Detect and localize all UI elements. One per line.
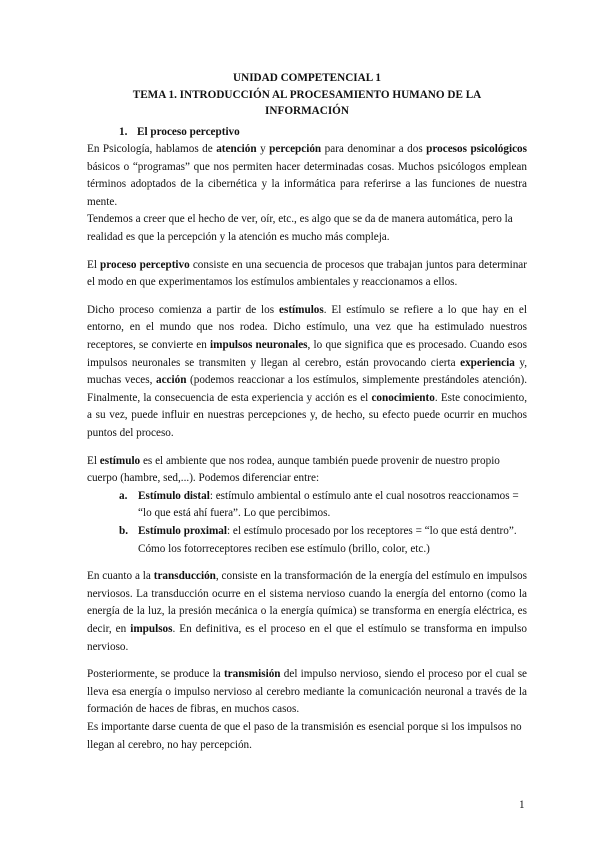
page-number: 1: [519, 799, 525, 811]
paragraph-stimulus-definition: [87, 453, 527, 488]
paragraph-conclusion: Es importante darse cuenta de que el paso de la transmisión es esencial porque si los impulsos no llegan al cerebro, no hay percepción.: [87, 720, 522, 751]
page-content: [87, 70, 527, 754]
text-run: básicos o “programas” que nos permiten hacer determinadas cosas. Muchos psicólogos emplean términos adoptados de la cibernética y la informática para referirse a las funciones de nuestra mente.: [87, 160, 527, 208]
text-run: para denominar a dos: [321, 143, 427, 156]
unit-title: UNIDAD COMPETENCIAL 1: [233, 72, 381, 84]
text-run: En cuanto a la: [87, 570, 154, 583]
list-marker: b.: [119, 524, 129, 537]
bold-term: estímulo: [99, 454, 141, 467]
bold-term: transmisión: [223, 668, 281, 681]
text-run: (podemos reaccionar a los estímulos, simplemente prestándoles atención). Finalmente, la consecuencia de esta experiencia y acción es el: [87, 374, 527, 404]
text-run: , consiste en la transformación de la energía del estímulo en impulsos nerviosos. La transducción ocurre en el sistema nervioso cuando la energía del entorno (como la energía de la luz, la presión mecánica o la energía química) se transforma en energía eléctrica, es decir, en: [87, 570, 527, 635]
paragraph-stimuli: [87, 302, 527, 443]
bold-term: percepción: [269, 143, 322, 156]
text-run: y, muchas veces,: [87, 356, 527, 387]
section-title: El proceso perceptivo: [137, 125, 240, 138]
list-item: [87, 523, 527, 558]
bold-term: impulsos neuronales: [210, 339, 308, 352]
bold-term: impulsos: [130, 622, 173, 635]
text-run: Dicho proceso comienza a partir de los: [87, 303, 279, 316]
text-run: y: [256, 143, 270, 156]
text-run: . Este conocimiento, a su vez, puede influir en nuestras percepciones y, de hecho, su efecto puede ocurrir en muchos puntos del proceso.: [87, 391, 527, 439]
bold-term: atención: [216, 143, 257, 156]
list-item-text: : el estímulo procesado por los receptores = “lo que está dentro”. Cómo los fotorreceptores reciben ese estímulo (brillo, color, etc.): [138, 524, 517, 555]
text-run: El: [87, 454, 100, 467]
text-run: . El estímulo se refiere a lo que hay en el entorno, en el mundo que nos rodea. Dicho estímulo, una vez que ha estimulado nuestros receptores, se convierte en: [87, 303, 527, 352]
list-marker: a.: [119, 489, 128, 502]
list-item: [87, 488, 527, 523]
text-run: del impulso nervioso, siendo el proceso por el cual se lleva esa energía o impulso nervioso al cerebro mediante la comunicación neuronal a través de la formación de haces de fibras, en muchos casos.: [87, 668, 528, 716]
bold-term: procesos psicológicos: [426, 143, 528, 156]
topic-title-line-1: TEMA 1. INTRODUCCIÓN AL PROCESAMIENTO HUMANO DE LA: [132, 88, 482, 101]
bold-term: transducción: [153, 570, 216, 583]
stimulus-types-list: [87, 488, 527, 558]
bold-term: estímulos: [279, 303, 324, 316]
bold-term: proceso perceptivo: [100, 258, 190, 271]
section-number: 1.: [119, 125, 128, 138]
text-run: , lo que significa que es procesado. Cuando esos impulsos neuronales se transmiten y llegan al cerebro, están provocando cierta: [87, 339, 527, 369]
text-run: consiste en una secuencia de procesos que trabajan juntos para determinar el modo en que experimentamos los estímulos ambientales y reaccionamos a ellos.: [87, 258, 527, 289]
paragraph-perceptive-process: [87, 257, 527, 292]
text-run: Posteriormente, se produce la: [87, 668, 224, 681]
bold-term: conocimiento: [371, 391, 435, 404]
bold-term: Estímulo proximal: [138, 524, 227, 537]
text-run: El: [87, 258, 101, 271]
paragraph-transduction: [87, 568, 527, 656]
text-run: . En definitiva, es el proceso en el que el estímulo se transforma en impulso nervioso.: [87, 622, 527, 653]
list-item-text: : estímulo ambiental o estímulo ante el cual nosotros reaccionamos = “lo que está ahí fuera”. Lo que percibimos.: [138, 489, 519, 520]
text-run: En Psicología, hablamos de: [87, 143, 217, 156]
paragraph-intro: [87, 141, 527, 211]
text-run: es el ambiente que nos rodea, aunque también puede provenir de nuestro propio cuerpo (hambre, sed,...). Podemos diferenciar entre:: [87, 454, 500, 485]
bold-term: acción: [155, 374, 187, 387]
section-heading: [87, 124, 527, 142]
paragraph-transmission: [87, 666, 527, 719]
bold-term: experiencia: [460, 356, 515, 369]
topic-title-line-2: INFORMACIÓN: [265, 105, 349, 117]
bold-term: Estímulo distal: [138, 489, 210, 502]
paragraph-belief: Tendemos a creer que el hecho de ver, oír, etc., es algo que se da de manera automática, pero la realidad es que la percepción y la atención es mucho más compleja.: [87, 213, 513, 244]
